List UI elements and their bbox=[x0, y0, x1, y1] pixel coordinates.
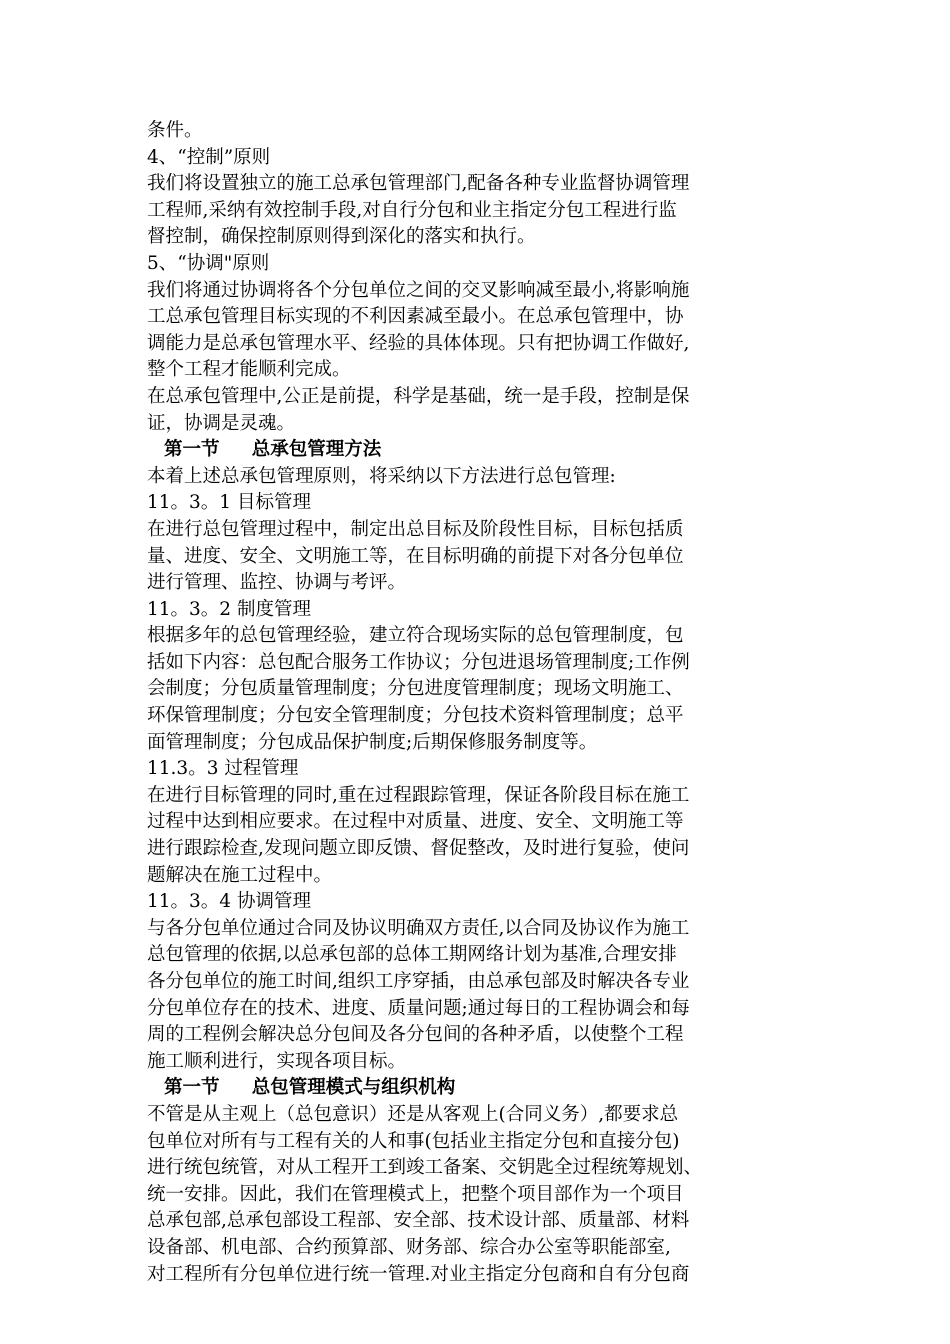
text-line: 5、“协调"原则 bbox=[147, 252, 270, 274]
subsection-title-target bbox=[147, 490, 812, 517]
paragraph-organization bbox=[147, 1102, 812, 1288]
text-line: 工总承包管理目标实现的不利因素减至最小。在总承包管理中，协 bbox=[147, 306, 684, 328]
text-line: 总承包部,总承包部设工程部、安全部、技术设计部、质量部、材料 bbox=[147, 1210, 690, 1232]
text-line: 会制度；分包质量管理制度；分包进度管理制度；现场文明施工、 bbox=[147, 678, 684, 700]
text-line: 本着上述总承包管理原则，将采纳以下方法进行总包管理: bbox=[147, 465, 616, 487]
text-line: 在进行目标管理的同时,重在过程跟踪管理，保证各阶段目标在施工 bbox=[147, 784, 690, 806]
text-line: 在进行总包管理过程中，制定出总目标及阶段性目标，目标包括质 bbox=[147, 518, 684, 540]
text-line: 环保管理制度；分包安全管理制度；分包技术资料管理制度；总平 bbox=[147, 705, 684, 727]
text-line: 督控制，确保控制原则得到深化的落实和执行。 bbox=[147, 226, 536, 248]
text-line: 我们将通过协调将各个分包单位之间的交叉影响减至最小,将影响施 bbox=[147, 279, 690, 301]
text-line: 各分包单位的施工时间,组织工序穿插，由总承包部及时解决各专业 bbox=[147, 971, 690, 992]
text-line: 整个工程才能顺利完成。 bbox=[147, 359, 351, 381]
text-line: 工程师,采纳有效控制手段,对自行分包和业主指定分包工程进行监 bbox=[147, 199, 677, 221]
text-line: 进行管理、监控、协调与考评。 bbox=[147, 572, 407, 594]
subsection-title-coordination bbox=[147, 889, 812, 916]
section-heading-methods: 第一节 总承包管理方法 bbox=[164, 439, 382, 461]
text-line: 4、“控制”原则 bbox=[147, 146, 271, 168]
text-line: 条件。 bbox=[147, 120, 203, 141]
document-page bbox=[147, 118, 812, 1288]
text-line: 分包单位存在的技术、进度、质量问题;通过每日的工程协调会和每 bbox=[147, 997, 690, 1019]
text-line: 施工顺利进行，实现各项目标。 bbox=[147, 1050, 407, 1072]
section-heading-organization: 第一节 总包管理模式与组织机构 bbox=[164, 1077, 456, 1099]
text-line: 我们将设置独立的施工总承包管理部门,配备各种专业监督协调管理 bbox=[147, 173, 690, 195]
text-line: 题解决在施工过程中。 bbox=[147, 864, 333, 886]
text-line: 11。3。4 协调管理 bbox=[147, 891, 311, 913]
text-line: 根据多年的总包管理经验，建立符合现场实际的总包管理制度，包 bbox=[147, 625, 684, 647]
paragraph-control bbox=[147, 171, 812, 251]
text-line: 总包管理的依据,以总承包部的总体工期网络计划为基准,合理安排 bbox=[147, 944, 677, 966]
text-line: 对工程所有分包单位进行统一管理.对业主指定分包商和自有分包商 bbox=[147, 1263, 690, 1285]
paragraph-summary bbox=[147, 384, 812, 437]
text-line: 证，协调是灵魂。 bbox=[147, 412, 296, 434]
section-5-title bbox=[147, 251, 812, 278]
text-line: 统一安排。因此，我们在管理模式上，把整个项目部作为一个项目 bbox=[147, 1183, 684, 1205]
text-line: 括如下内容：总包配合服务工作协议；分包进退场管理制度;工作例 bbox=[147, 651, 690, 673]
text-line: 设备部、机电部、合约预算部、财务部、综合办公室等职能部室, bbox=[147, 1236, 671, 1258]
paragraph-intro bbox=[147, 464, 812, 491]
block-0 bbox=[147, 118, 812, 145]
text-line: 周的工程例会解决总分包间及各分包间的各种矛盾，以使整个工程 bbox=[147, 1024, 684, 1046]
paragraph-process bbox=[147, 783, 812, 889]
paragraph-system bbox=[147, 623, 812, 756]
text-line: 包单位对所有与工程有关的人和事(包括业主指定分包和直接分包) bbox=[147, 1130, 680, 1152]
text-line: 11。3。2 制度管理 bbox=[147, 598, 311, 620]
text-line: 进行统包统管，对从工程开工到竣工备案、交钥匙全过程统筹规划、 bbox=[147, 1157, 703, 1179]
text-line: 11。3。1 目标管理 bbox=[147, 492, 311, 514]
text-line: 面管理制度；分包成品保护制度;后期保修服务制度等。 bbox=[147, 731, 598, 753]
text-line: 量、进度、安全、文明施工等，在目标明确的前提下对各分包单位 bbox=[147, 545, 684, 567]
subsection-title-system bbox=[147, 597, 812, 624]
text-line: 11.3。3 过程管理 bbox=[147, 758, 299, 780]
text-line: 调能力是总承包管理水平、经验的具体体现。只有把协调工作做好, bbox=[147, 332, 690, 354]
text-line: 进行跟踪检查,发现问题立即反馈、督促整改，及时进行复验，使问 bbox=[147, 838, 690, 860]
text-line: 在总承包管理中,公正是前提，科学是基础，统一是手段，控制是保 bbox=[147, 385, 690, 407]
text-line: 过程中达到相应要求。在过程中对质量、进度、安全、文明施工等 bbox=[147, 811, 684, 833]
text-line: 与各分包单位通过合同及协议明确双方责任,以合同及协议作为施工 bbox=[147, 917, 690, 939]
paragraph-coordination bbox=[147, 278, 812, 384]
section-4-title bbox=[147, 145, 812, 172]
subsection-title-process bbox=[147, 756, 812, 783]
text-line: 不管是从主观上（总包意识）还是从客观上(合同义务）,都要求总 bbox=[147, 1103, 679, 1125]
paragraph-target bbox=[147, 517, 812, 597]
paragraph-coordination-management bbox=[147, 916, 812, 1076]
